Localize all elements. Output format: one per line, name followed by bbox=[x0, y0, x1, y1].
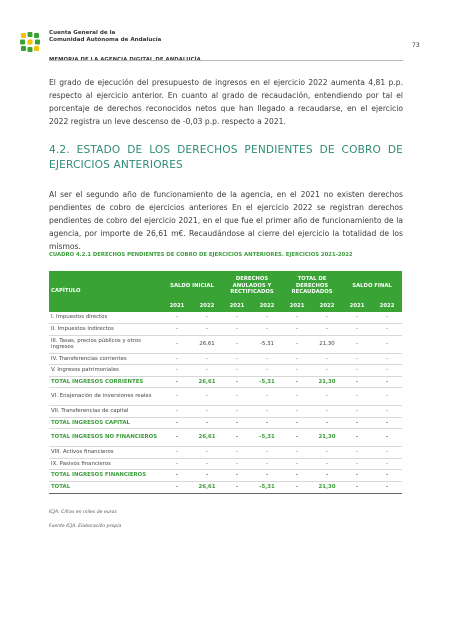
cell-value: - bbox=[222, 458, 252, 470]
cell-value: - bbox=[162, 429, 192, 447]
cell-value: - bbox=[162, 417, 192, 429]
cell-value: - bbox=[162, 376, 192, 388]
cell-value: - bbox=[162, 481, 192, 493]
cell-value: - bbox=[312, 406, 342, 418]
cell-value: - bbox=[312, 312, 342, 324]
table-row bbox=[49, 312, 402, 324]
source-note: Fuente ICJA. Elaboración propia bbox=[49, 524, 122, 529]
row-label: I. Impuestos directos bbox=[49, 312, 162, 324]
cell-value: -5,31 bbox=[252, 376, 282, 388]
row-label: VIII. Activos financieros bbox=[49, 447, 162, 459]
cell-value: - bbox=[222, 376, 252, 388]
cell-value: 26,61 bbox=[192, 376, 222, 388]
cell-value: - bbox=[252, 458, 282, 470]
cell-value: - bbox=[222, 447, 252, 459]
cell-value: - bbox=[162, 447, 192, 459]
cell-value: 26,61 bbox=[192, 335, 222, 353]
cell-value: - bbox=[252, 406, 282, 418]
row-label: TOTAL INGRESOS CAPITAL bbox=[49, 417, 162, 429]
cell-value: - bbox=[342, 417, 372, 429]
cell-value: - bbox=[282, 353, 312, 365]
cell-value: - bbox=[312, 353, 342, 365]
header-year: 2022 bbox=[192, 301, 222, 312]
cell-value: - bbox=[192, 458, 222, 470]
cell-value: - bbox=[282, 406, 312, 418]
org-name-line1: Cuenta General de la bbox=[49, 30, 116, 36]
cell-value: -5,31 bbox=[252, 429, 282, 447]
row-label: VI. Enajenación de inversiones reales bbox=[49, 388, 162, 406]
cell-value: 21,30 bbox=[312, 481, 342, 493]
cell-value: - bbox=[312, 365, 342, 377]
cell-value: - bbox=[312, 324, 342, 336]
row-label: TOTAL bbox=[49, 481, 162, 493]
row-label: III. Tasas, precios públicos y otros ingresos bbox=[49, 335, 162, 353]
cell-value: - bbox=[162, 470, 192, 482]
cell-value: - bbox=[372, 324, 402, 336]
cell-value: - bbox=[342, 470, 372, 482]
cell-value: - bbox=[312, 388, 342, 406]
table-caption: CUADRO 4.2.1 DERECHOS PENDIENTES DE COBRO DE EJERCICIOS ANTERIORES. EJERCICIOS 2021-2022 bbox=[49, 252, 353, 258]
cell-value: - bbox=[342, 376, 372, 388]
cell-value: - bbox=[372, 388, 402, 406]
cell-value: - bbox=[192, 324, 222, 336]
cell-value: - bbox=[162, 458, 192, 470]
cell-value: - bbox=[192, 353, 222, 365]
cell-value: - bbox=[162, 406, 192, 418]
header-year: 2021 bbox=[162, 301, 192, 312]
cell-value: - bbox=[222, 312, 252, 324]
header-year: 2022 bbox=[372, 301, 402, 312]
cell-value: - bbox=[282, 458, 312, 470]
cell-value: - bbox=[282, 376, 312, 388]
cell-value: - bbox=[252, 353, 282, 365]
paragraph-execution: El grado de ejecución del presupuesto de ingresos en el ejercicio 2022 aumenta 4,81 p.p. respecto al ejercicio anterior. En cuanto al grado de recaudación, entendiendo por tal el porcentaje de derechos reconocidos netos que han llegado a recaudarse, en el ejercicio 2022 registra un leve descenso de -0,03 p.p. respecto a 2021. bbox=[49, 78, 403, 126]
table-row bbox=[49, 406, 402, 418]
header-derechos-anulados: DERECHOS ANULADOS Y RECTIFICADOS bbox=[222, 271, 282, 301]
cell-value: - bbox=[192, 417, 222, 429]
cell-value: - bbox=[162, 335, 192, 353]
row-label: TOTAL INGRESOS NO FINANCIEROS bbox=[49, 429, 162, 447]
org-name-line2: Comunidad Autónoma de Andalucía bbox=[49, 37, 162, 43]
cell-value: - bbox=[192, 447, 222, 459]
cell-value: - bbox=[252, 324, 282, 336]
table-row bbox=[49, 388, 402, 406]
cell-value: - bbox=[342, 429, 372, 447]
cell-value: - bbox=[222, 388, 252, 406]
header-capitulo: CAPÍTULO bbox=[49, 271, 162, 312]
cell-value: - bbox=[372, 312, 402, 324]
cell-value: - bbox=[222, 429, 252, 447]
cell-value: -5,31 bbox=[252, 481, 282, 493]
cell-value: - bbox=[312, 417, 342, 429]
cell-value: - bbox=[252, 447, 282, 459]
cell-value: - bbox=[282, 335, 312, 353]
table-row bbox=[49, 324, 402, 336]
table-row bbox=[49, 470, 402, 482]
header-year: 2022 bbox=[252, 301, 282, 312]
header-saldo-inicial: SALDO INICIAL bbox=[162, 271, 222, 301]
cell-value: - bbox=[282, 481, 312, 493]
cell-value: - bbox=[312, 458, 342, 470]
cell-value: - bbox=[222, 365, 252, 377]
cell-value: - bbox=[372, 429, 402, 447]
cell-value: - bbox=[252, 312, 282, 324]
cell-value: - bbox=[162, 312, 192, 324]
cell-value: - bbox=[282, 388, 312, 406]
cell-value: - bbox=[192, 365, 222, 377]
units-note: ICJA: Cifras en miles de euros bbox=[49, 510, 117, 515]
cell-value: - bbox=[342, 447, 372, 459]
cell-value: - bbox=[222, 470, 252, 482]
cell-value: 26,61 bbox=[192, 429, 222, 447]
cell-value: - bbox=[372, 458, 402, 470]
cell-value: - bbox=[192, 388, 222, 406]
cell-value: - bbox=[372, 335, 402, 353]
cell-value: - bbox=[342, 324, 372, 336]
cell-value: 21,30 bbox=[312, 376, 342, 388]
cell-value: - bbox=[372, 447, 402, 459]
pending-rights-table bbox=[49, 271, 402, 494]
cell-value: - bbox=[162, 365, 192, 377]
cell-value: - bbox=[372, 470, 402, 482]
cell-value: - bbox=[312, 447, 342, 459]
cell-value: 21,30 bbox=[312, 335, 342, 353]
row-label: II. Impuestos indirectos bbox=[49, 324, 162, 336]
cell-value: - bbox=[342, 353, 372, 365]
header-year: 2022 bbox=[312, 301, 342, 312]
junta-andalucia-logo-icon bbox=[20, 32, 42, 54]
section-heading: 4.2. ESTADO DE LOS DERECHOS PENDIENTES DE COBRO DE EJERCICIOS ANTERIORES bbox=[49, 144, 403, 171]
cell-value: - bbox=[372, 406, 402, 418]
cell-value: - bbox=[282, 365, 312, 377]
row-label: TOTAL INGRESOS CORRIENTES bbox=[49, 376, 162, 388]
cell-value: - bbox=[252, 388, 282, 406]
cell-value: 21,30 bbox=[312, 429, 342, 447]
paragraph-pending-rights: Al ser el segundo año de funcionamiento de la agencia, en el 2021 no existen derechos pendientes de cobro de ejercicios anteriores En el ejercicio 2022 se registran derechos pendientes de cobro del ejercicio 2021, en el que fue el primer año de funcionamiento de la agencia, por importe de 26,61 m€. Recaudándose al cierre del ejercicio la totalidad de los mismos. bbox=[49, 190, 403, 251]
cell-value: - bbox=[372, 417, 402, 429]
cell-value: - bbox=[342, 458, 372, 470]
cell-value: - bbox=[252, 365, 282, 377]
cell-value: - bbox=[372, 376, 402, 388]
cell-value: - bbox=[282, 429, 312, 447]
cell-value: - bbox=[192, 312, 222, 324]
table-row bbox=[49, 335, 402, 353]
cell-value: - bbox=[282, 447, 312, 459]
header-year: 2021 bbox=[282, 301, 312, 312]
table-row bbox=[49, 376, 402, 388]
cell-value: - bbox=[312, 470, 342, 482]
row-label: V. Ingresos patrimoniales bbox=[49, 365, 162, 377]
cell-value: - bbox=[222, 417, 252, 429]
cell-value: - bbox=[252, 417, 282, 429]
cell-value: - bbox=[372, 481, 402, 493]
header-year: 2021 bbox=[342, 301, 372, 312]
cell-value: - bbox=[342, 406, 372, 418]
page-header bbox=[20, 30, 420, 70]
table-row bbox=[49, 365, 402, 377]
cell-value: - bbox=[342, 481, 372, 493]
cell-value: - bbox=[342, 388, 372, 406]
cell-value: - bbox=[282, 324, 312, 336]
row-label: TOTAL INGRESOS FINANCIEROS bbox=[49, 470, 162, 482]
cell-value: - bbox=[222, 324, 252, 336]
row-label: IV. Transferencias corrientes bbox=[49, 353, 162, 365]
cell-value: - bbox=[222, 406, 252, 418]
table-row bbox=[49, 447, 402, 459]
row-label: VII. Transferencias de capital bbox=[49, 406, 162, 418]
cell-value: - bbox=[162, 388, 192, 406]
cell-value: - bbox=[282, 470, 312, 482]
cell-value: - bbox=[342, 312, 372, 324]
cell-value: - bbox=[342, 335, 372, 353]
cell-value: - bbox=[162, 324, 192, 336]
cell-value: - bbox=[342, 365, 372, 377]
cell-value: - bbox=[282, 312, 312, 324]
cell-value: - bbox=[192, 406, 222, 418]
cell-value: - bbox=[282, 417, 312, 429]
cell-value: - bbox=[222, 481, 252, 493]
cell-value: - bbox=[162, 353, 192, 365]
table-row bbox=[49, 353, 402, 365]
cell-value: -5,31 bbox=[252, 335, 282, 353]
table-row bbox=[49, 417, 402, 429]
cell-value: - bbox=[252, 470, 282, 482]
header-year: 2021 bbox=[222, 301, 252, 312]
table-row bbox=[49, 458, 402, 470]
cell-value: - bbox=[192, 470, 222, 482]
header-divider bbox=[49, 60, 403, 61]
cell-value: - bbox=[222, 353, 252, 365]
row-label: IX. Pasivos financieros bbox=[49, 458, 162, 470]
page-number: 73 bbox=[412, 42, 420, 49]
header-total-recaudados: TOTAL DE DERECHOS RECAUDADOS bbox=[282, 271, 342, 301]
header-saldo-final: SALDO FINAL bbox=[342, 271, 402, 301]
cell-value: 26,61 bbox=[192, 481, 222, 493]
table-row bbox=[49, 481, 402, 493]
cell-value: - bbox=[372, 353, 402, 365]
table-row bbox=[49, 429, 402, 447]
cell-value: - bbox=[222, 335, 252, 353]
cell-value: - bbox=[372, 365, 402, 377]
